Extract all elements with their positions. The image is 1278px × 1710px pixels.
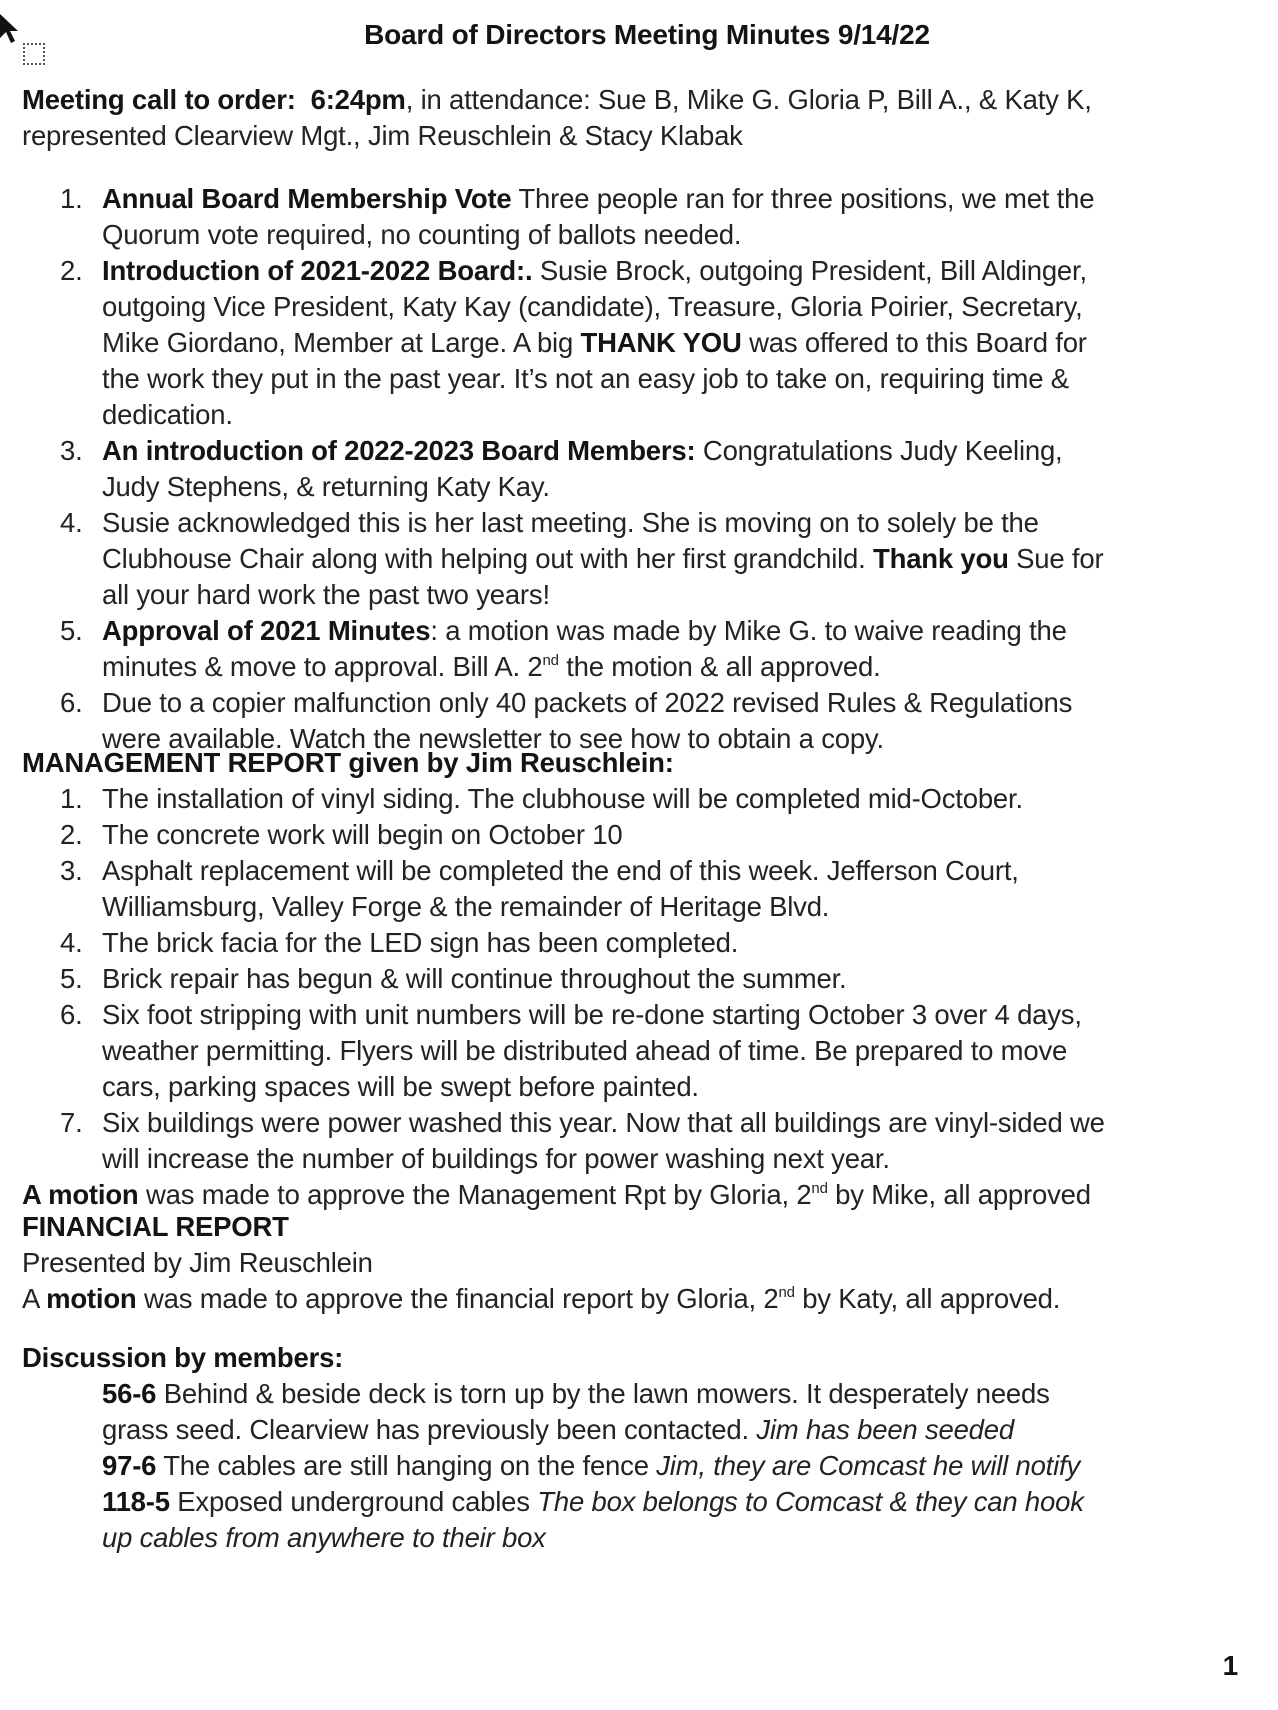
item-number: 4. — [60, 507, 83, 538]
item-text: Six buildings were power washed this year. Now that all buildings are vinyl-sided we — [102, 1107, 1105, 1138]
management-item — [22, 817, 1268, 853]
item-text: Mike Giordano, Member at Large. A big — [102, 327, 581, 358]
item-text: Asphalt replacement will be completed the end of this week. Jefferson Court, — [102, 855, 1019, 886]
management-item — [22, 997, 1268, 1105]
item-text: Brick repair has begun & will continue throughout the summer. — [102, 963, 847, 994]
item-text: all your hard work the past two years! — [102, 579, 550, 610]
item-text: Six foot stripping with unit numbers will be re-done starting October 3 over 4 days, — [102, 999, 1082, 1030]
item-text: Sue for — [1008, 543, 1104, 574]
discussion-response: Jim has been seeded — [756, 1414, 1014, 1445]
item-number: 4. — [60, 927, 83, 958]
item-number: 1. — [60, 783, 83, 814]
agenda-item — [22, 433, 1268, 505]
item-text: the work they put in the past year. It’s not an easy job to take on, requiring time & — [102, 363, 1069, 394]
item-text: the motion & all approved. — [558, 651, 881, 682]
item-number: 3. — [60, 855, 83, 886]
financial-motion — [22, 1281, 1268, 1317]
item-text: outgoing Vice President, Katy Kay (candidate), Treasure, Gloria Poirier, Secretary, — [102, 291, 1083, 322]
management-heading: MANAGEMENT REPORT given by Jim Reuschlein: — [22, 747, 674, 778]
motion-text: was made to approve the Management Rpt by Gloria, 2 — [138, 1179, 812, 1210]
item-text: Quorum vote required, no counting of ballots needed. — [102, 219, 742, 250]
item-text: will increase the number of buildings for power washing next year. — [102, 1143, 890, 1174]
item-number: 3. — [60, 435, 83, 466]
agenda-item — [22, 181, 1268, 253]
call-to-order-label: Meeting call to order: — [22, 84, 296, 115]
page-number: 1 — [1222, 1650, 1238, 1681]
item-text: cars, parking spaces will be swept before painted. — [102, 1071, 699, 1102]
item-text: Judy Stephens, & returning Katy Kay. — [102, 471, 550, 502]
unit-number: 118-5 — [102, 1486, 170, 1517]
item-text: The installation of vinyl siding. The clubhouse will be completed mid-October. — [102, 783, 1023, 814]
item-number: 2. — [60, 255, 83, 286]
item-text: Williamsburg, Valley Forge & the remainder of Heritage Blvd. — [102, 891, 830, 922]
ordinal-suffix: nd — [778, 1284, 795, 1301]
management-report — [22, 745, 1268, 1213]
item-number: 6. — [60, 999, 83, 1030]
item-text: Due to a copier malfunction only 40 packets of 2022 revised Rules & Regulations — [102, 687, 1073, 718]
motion-emphasis: motion — [46, 1283, 137, 1314]
item-text: weather permitting. Flyers will be distributed ahead of time. Be prepared to move — [102, 1035, 1068, 1066]
agenda-item — [22, 253, 1268, 433]
discussion-text: Exposed underground cables — [169, 1486, 538, 1517]
motion-emphasis: A motion — [22, 1179, 139, 1210]
item-text: Congratulations Judy Keeling, — [695, 435, 1063, 466]
financial-presenter: Presented by Jim Reuschlein — [22, 1247, 373, 1278]
discussion-text: Behind & beside deck is torn up by the lawn mowers. It desperately needs — [156, 1378, 1050, 1409]
item-text: : a motion was made by Mike G. to waive reading the — [430, 615, 1067, 646]
item-heading: Approval of 2021 Minutes — [102, 615, 431, 646]
unit-number: 56-6 — [102, 1378, 157, 1409]
item-text: Susie Brock, outgoing President, Bill Aldinger, — [532, 255, 1087, 286]
management-item — [22, 781, 1268, 817]
call-to-order — [22, 82, 1268, 154]
financial-heading: FINANCIAL REPORT — [22, 1211, 289, 1242]
discussion-response: up cables from anywhere to their box — [102, 1522, 546, 1553]
management-item — [22, 961, 1268, 997]
management-motion — [22, 1177, 1268, 1213]
ordinal-suffix: nd — [542, 652, 559, 669]
discussion-response: The box belongs to Comcast & they can hook — [537, 1486, 1084, 1517]
motion-text: A — [22, 1283, 47, 1314]
financial-report — [22, 1209, 1268, 1317]
discussion-item — [22, 1448, 1268, 1484]
agenda-list — [22, 181, 1268, 757]
discussion-text: grass seed. Clearview has previously been contacted. — [102, 1414, 757, 1445]
attendance-text: , in attendance: Sue B, Mike G. Gloria P, Bill A., & Katy K, — [405, 84, 1092, 115]
item-text: Clubhouse Chair along with helping out with her first grandchild. — [102, 543, 873, 574]
item-text: dedication. — [102, 399, 233, 430]
represented-text: represented Clearview Mgt., Jim Reuschlein & Stacy Klabak — [22, 120, 743, 151]
item-number: 1. — [60, 183, 83, 214]
item-number: 2. — [60, 819, 83, 850]
call-to-order-time: 6:24pm — [310, 84, 406, 115]
item-text: The concrete work will begin on October 10 — [102, 819, 623, 850]
item-number: 6. — [60, 687, 83, 718]
thank-you-emphasis: THANK YOU — [580, 327, 742, 358]
management-item — [22, 1105, 1268, 1177]
ordinal-suffix: nd — [811, 1180, 828, 1197]
item-text: Three people ran for three positions, we met the — [511, 183, 1095, 214]
discussion-text: The cables are still hanging on the fence — [156, 1450, 657, 1481]
agenda-item — [22, 613, 1268, 685]
document-title: Board of Directors Meeting Minutes 9/14/22 — [364, 19, 930, 50]
item-text: The brick facia for the LED sign has been completed. — [102, 927, 739, 958]
thank-you-emphasis: Thank you — [873, 543, 1009, 574]
item-heading: An introduction of 2022-2023 Board Members: — [102, 435, 696, 466]
discussion-item — [22, 1376, 1268, 1448]
discussion-item — [22, 1484, 1268, 1556]
discussion-heading: Discussion by members: — [22, 1342, 344, 1373]
item-heading: Annual Board Membership Vote — [102, 183, 512, 214]
agenda-item — [22, 505, 1268, 613]
discussion-section — [22, 1340, 1268, 1556]
item-number: 7. — [60, 1107, 83, 1138]
motion-text: by Mike, all approved — [827, 1179, 1091, 1210]
motion-text: was made to approve the financial report by Gloria, 2 — [136, 1283, 779, 1314]
item-number: 5. — [60, 963, 83, 994]
item-text: was offered to this Board for — [741, 327, 1087, 358]
item-text: Susie acknowledged this is her last meeting. She is moving on to solely be the — [102, 507, 1039, 538]
item-number: 5. — [60, 615, 83, 646]
motion-text: by Katy, all approved. — [794, 1283, 1061, 1314]
item-text: minutes & move to approval. Bill A. 2 — [102, 651, 543, 682]
management-item — [22, 925, 1268, 961]
discussion-response: Jim, they are Comcast he will notify — [656, 1450, 1081, 1481]
item-heading: Introduction of 2021-2022 Board:. — [102, 255, 533, 286]
item-text: were available. Watch the newsletter to see how to obtain a copy. — [102, 723, 884, 754]
management-item — [22, 853, 1268, 925]
unit-number: 97-6 — [102, 1450, 157, 1481]
